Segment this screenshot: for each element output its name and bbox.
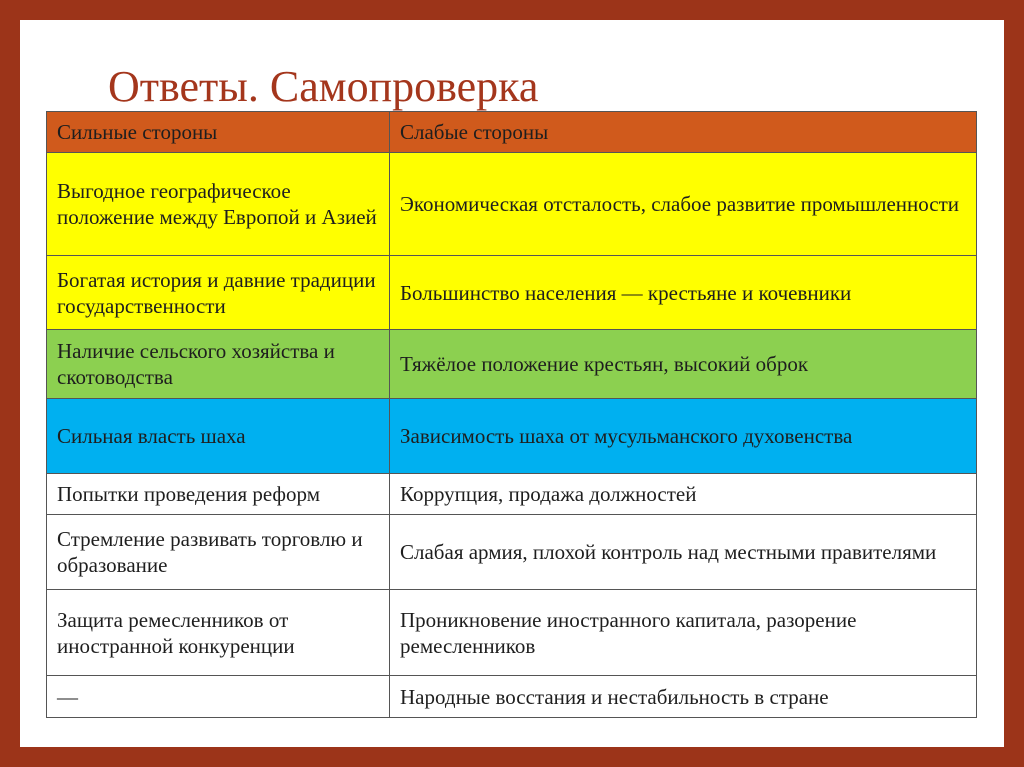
header-weaknesses: Слабые стороны [390,112,977,153]
weakness-cell: Народные восстания и нестабильность в стране [390,676,977,718]
strength-cell: Стремление развивать торговлю и образование [47,515,390,590]
strength-cell: — [47,676,390,718]
table-row [47,399,977,474]
strength-cell: Выгодное географическое положение между Европой и Азией [47,153,390,256]
table-row [47,153,977,256]
table-row [47,590,977,676]
strength-cell: Богатая история и давние традиции государственности [47,256,390,330]
slide [20,20,1004,747]
strength-cell: Наличие сельского хозяйства и скотоводства [47,330,390,399]
strength-cell: Попытки проведения реформ [47,474,390,515]
answers-table [46,111,977,718]
table-row [47,256,977,330]
table-row [47,515,977,590]
table-header-row [47,112,977,153]
weakness-cell: Экономическая отсталость, слабое развитие промышленности [390,153,977,256]
weakness-cell: Проникновение иностранного капитала, разорение ремесленников [390,590,977,676]
table-row [47,330,977,399]
weakness-cell: Слабая армия, плохой контроль над местными правителями [390,515,977,590]
strength-cell: Сильная власть шаха [47,399,390,474]
slide-title: Ответы. Самопроверка [108,62,539,111]
weakness-cell: Тяжёлое положение крестьян, высокий оброк [390,330,977,399]
strength-cell: Защита ремесленников от иностранной конкуренции [47,590,390,676]
weakness-cell: Коррупция, продажа должностей [390,474,977,515]
table-row [47,474,977,515]
table-row [47,676,977,718]
weakness-cell: Большинство населения — крестьяне и кочевники [390,256,977,330]
weakness-cell: Зависимость шаха от мусульманского духовенства [390,399,977,474]
header-strengths: Сильные стороны [47,112,390,153]
